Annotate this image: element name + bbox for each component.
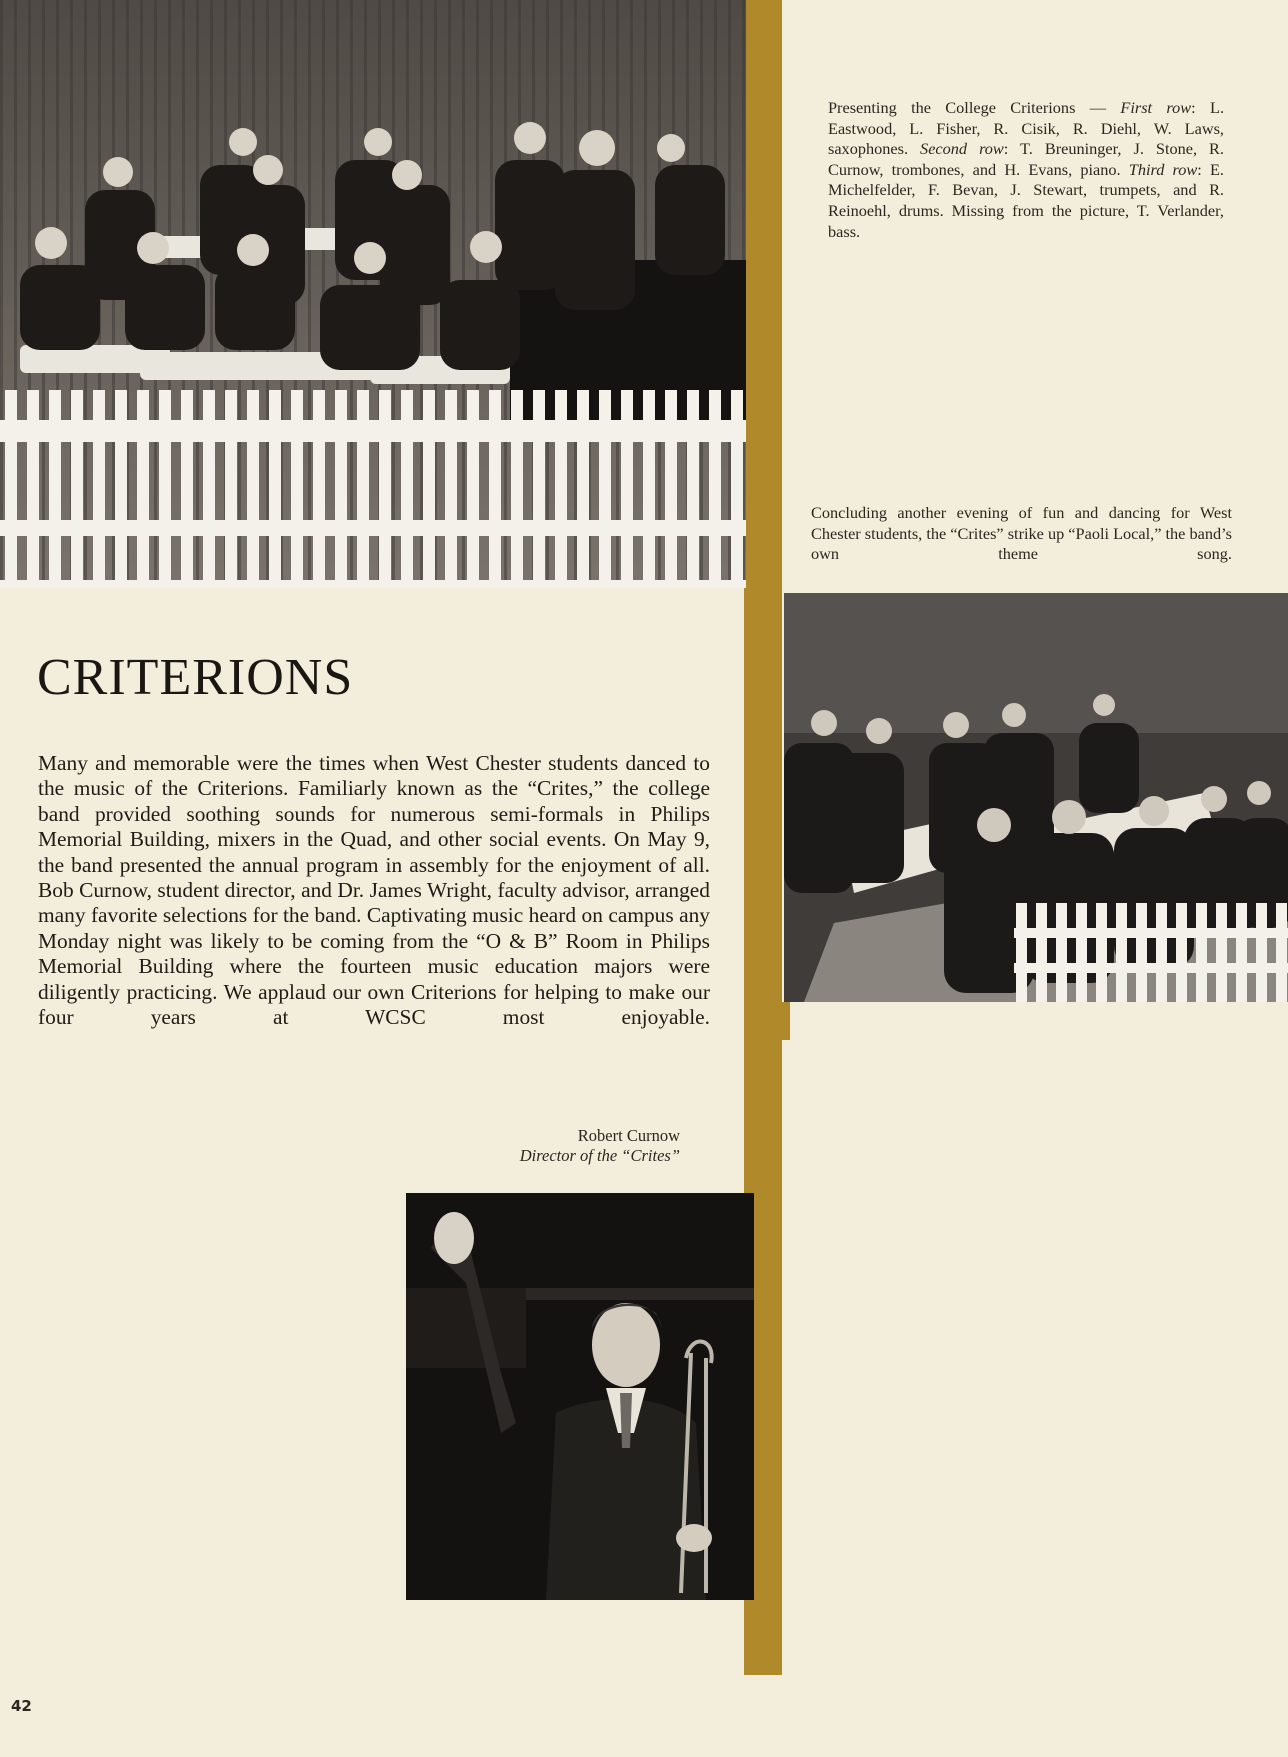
second-row-names: : T. Breuninger, J. Stone, R. Curnow, trombones, and H. Evans, piano. <box>828 139 1224 179</box>
director-role: Director of the “Crites” <box>519 1146 680 1165</box>
third-row-label: Third row <box>1128 159 1198 179</box>
article-body: Many and memorable were the times when West Chester students danced to the music of the Criterions. Familiarly known as the “Crites,” the college band provided soothing sounds for numerous semi-formals in Philips Memorial Building, mixers in the Quad, and other social events. On May 9, the band presented the annual program in assembly for the enjoyment of all. Bob Curnow, student director, and Dr. James Wright, faculty advisor, arranged many favorite selections for the band. Captivating music heard on campus any Monday night was likely to be coming from the “O & B” Room in Philips Memorial Building where the fourteen music education majors were diligently practicing. We applaud our own Criterions for helping to make our four years at WCSC most enjoyable. <box>38 751 710 1030</box>
director-name: Robert Curnow <box>577 1126 680 1145</box>
band-group-photo <box>0 0 746 588</box>
first-row-label: First row <box>1120 98 1192 117</box>
second-row-label: Second row <box>920 139 1004 159</box>
group-photo-caption <box>828 98 1224 242</box>
right-panel-bottom <box>790 1038 1288 1757</box>
stage-photo-caption: Concluding another evening of fun and dancing for West Chester students, the “Crites” strike up “Paoli Local,” the band’s own theme song. <box>811 503 1232 564</box>
director-photo <box>406 1193 754 1600</box>
accent-band-notch <box>744 1002 790 1040</box>
band-stage-photo <box>784 593 1288 1002</box>
third-row-names: : E. Michelfelder, F. Bevan, J. Stewart, trumpets, and R. Reinoehl, drums. Missing from the picture, T. Verlander, bass. <box>828 159 1224 241</box>
first-row-names: : L. Eastwood, L. Fisher, R. Cisik, R. Diehl, W. Laws, saxophones. <box>828 98 1225 159</box>
caption-intro: Presenting the College Criterions — <box>828 98 1121 117</box>
director-caption <box>430 1126 680 1166</box>
page-title: CRITERIONS <box>37 649 354 706</box>
page-number: 42 <box>11 1697 32 1715</box>
